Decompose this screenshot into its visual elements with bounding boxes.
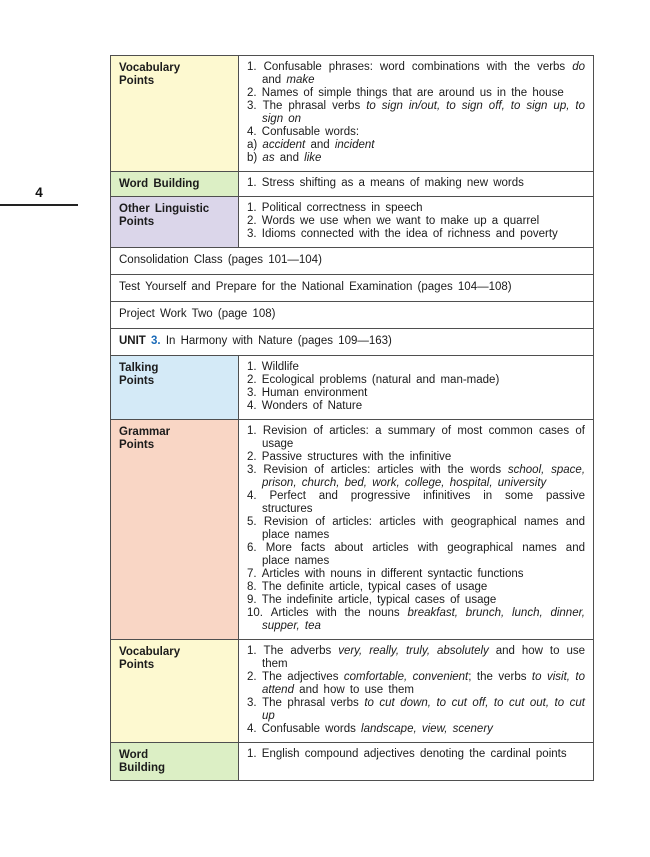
term-italic: like [304,152,322,164]
category-label [111,172,239,197]
content-item [247,568,585,581]
category-label-line: Grammar [119,426,171,438]
content-item [247,361,585,374]
category-label [111,420,239,640]
item-marker: 3. [247,464,264,476]
content-item [247,451,585,464]
item-marker: 4. [247,723,262,735]
item-marker: 9. [247,594,262,606]
category-label-line: Building [119,762,165,774]
item-marker: 4. [247,126,262,138]
term-italic: do [572,61,585,73]
item-marker: 1. [247,748,262,760]
row-unit-heading [111,329,594,356]
text-segment: ; the verbs [468,671,532,683]
text-segment: Revision of articles: articles with geographical names and place names [262,516,585,541]
content-item [247,542,585,568]
row-other-linguistic-points [111,197,594,248]
content-item [247,607,585,633]
category-label [111,56,239,172]
item-marker: 1. [247,645,264,657]
unit-number: 3. [151,335,161,347]
item-marker: 4. [247,490,270,502]
text-segment: The indefinite article, typical cases of usage [261,594,497,606]
text-segment: Confusable phrases: word combinations with the verbs [263,61,573,73]
text-segment: Consolidation Class (pages 101—104) [119,254,322,266]
content-item [247,581,585,594]
row-word-building [111,172,594,197]
item-marker: 1. [247,61,264,73]
item-marker: 5. [247,516,264,528]
contents-table [110,55,594,781]
text-segment: Revision of articles: articles with the words [263,464,508,476]
content-item [247,400,585,413]
text-segment: Revision of articles: a summary of most common cases of usage [262,425,585,450]
category-label [111,356,239,420]
text-segment: Idioms connected with the idea of richness and poverty [261,228,558,240]
item-marker: 1. [247,177,262,189]
content-item [247,126,585,139]
row-vocabulary-points [111,56,594,172]
content-item [247,215,585,228]
page-number-rule [0,204,78,206]
category-label-line: Word Building [119,178,200,190]
item-marker: 3. [247,100,263,112]
content-item [247,202,585,215]
term-italic: very, really, truly, absolutely [338,645,489,657]
item-marker: b) [247,152,263,164]
content-item [247,425,585,451]
category-content [239,197,594,248]
row-grammar-points [111,420,594,640]
term-italic: incident [334,139,375,151]
text-segment: Confusable words: [261,126,360,138]
item-marker: 6. [247,542,266,554]
row-section [111,302,594,329]
text-segment: The adverbs [263,645,339,657]
section-text [111,275,594,302]
category-label-line: Points [119,659,155,671]
category-content [239,743,594,781]
text-segment: Articles with nouns in different syntactic functions [261,568,524,580]
text-segment: and how to use them [262,645,585,670]
item-marker: 3. [247,697,263,709]
term-italic: landscape, view, scenery [361,723,493,735]
item-marker: 2. [247,215,262,227]
text-segment: Confusable words [261,723,362,735]
item-marker: 1. [247,425,263,437]
term-italic: school, space, prison, church, bed, work, college, hospital, university [262,464,586,489]
content-item [247,516,585,542]
section-text [111,302,594,329]
unit-heading-text [111,329,594,356]
category-label-line: Points [119,75,155,87]
content-item [247,748,585,761]
text-segment: Ecological problems (natural and man-made) [261,374,500,386]
category-label-line: Other Linguistic [119,203,210,215]
term-italic: make [286,74,315,86]
category-content [239,420,594,640]
content-item [247,228,585,241]
text-segment: Names of simple things that are around us in the house [261,87,564,99]
category-label-line: Vocabulary [119,646,181,658]
row-section [111,248,594,275]
text-segment: English compound adjectives denoting the cardinal points [261,748,567,760]
content-item [247,374,585,387]
term-italic: to visit, to attend [262,671,585,696]
item-marker: a) [247,139,263,151]
term-italic: breakfast, brunch, lunch, dinner, supper, tea [262,607,585,632]
term-italic: to cut down, to cut off, to cut out, to cut up [262,697,585,722]
text-segment: Stress shifting as a means of making new words [261,177,524,189]
content-item [247,464,585,490]
text-segment: The phrasal verbs [262,697,365,709]
content-item [247,61,585,87]
text-segment: and how to use them [293,684,414,696]
text-segment: and [262,74,287,86]
text-segment: Wildlife [261,361,299,373]
category-label [111,197,239,248]
item-marker: 8. [247,581,262,593]
category-label-line: Points [119,375,155,387]
row-section [111,275,594,302]
content-item [247,594,585,607]
text-segment: Project Work Two (page 108) [119,308,276,320]
text-segment: Political correctness in speech [261,202,423,214]
text-segment: The phrasal verbs [262,100,367,112]
item-marker: 1. [247,361,262,373]
text-segment: and [274,152,305,164]
text-segment: Perfect and progressive infinitives in some passive structures [262,490,585,515]
item-marker: 2. [247,451,262,463]
text-segment: Test Yourself and Prepare for the National Examination (pages 104—108) [119,281,512,293]
item-marker: 4. [247,400,262,412]
row-vocabulary-points [111,640,594,743]
term-italic: comfortable, convenient [343,671,469,683]
category-content [239,172,594,197]
content-item [247,723,585,736]
content-item [247,87,585,100]
category-label-line: Points [119,439,155,451]
item-marker: 2. [247,374,262,386]
content-item [247,100,585,126]
content-item [247,139,585,152]
item-marker: 2. [247,671,263,683]
term-italic: accident [262,139,306,151]
text-segment: The adjectives [262,671,344,683]
text-segment: UNIT [119,335,152,347]
item-marker: 3. [247,387,262,399]
row-word-building [111,743,594,781]
item-marker: 3. [247,228,262,240]
category-label-line: Word [119,749,149,761]
category-label [111,640,239,743]
text-segment: Human environment [261,387,368,399]
term-italic: to sign in/out, to sign off, to sign up, to sign on [262,100,585,125]
text-segment: In Harmony with Nature (pages 109—163) [160,335,392,347]
category-content [239,56,594,172]
category-label-line: Talking [119,362,159,374]
content-item [247,177,585,190]
page-number: 4 [35,185,43,200]
text-segment: More facts about articles with geographical names and place names [262,542,585,567]
content-item [247,387,585,400]
category-label-line: Points [119,216,155,228]
item-marker: 2. [247,87,262,99]
content-item [247,671,585,697]
item-marker: 7. [247,568,262,580]
contents-table-body [111,56,594,781]
text-segment: Passive structures with the infinitive [261,451,452,463]
item-marker: 1. [247,202,262,214]
category-label [111,743,239,781]
text-segment: Words we use when we want to make up a quarrel [261,215,540,227]
category-content [239,356,594,420]
category-label-line: Vocabulary [119,62,181,74]
text-segment: Articles with the nouns [270,607,408,619]
section-text [111,248,594,275]
content-item [247,697,585,723]
item-marker: 10. [247,607,271,619]
category-content [239,640,594,743]
term-italic: as [262,152,275,164]
text-segment: Wonders of Nature [261,400,363,412]
text-segment: The definite article, typical cases of usage [261,581,488,593]
text-segment: and [305,139,335,151]
content-item [247,645,585,671]
content-item [247,152,585,165]
content-item [247,490,585,516]
row-talking-points [111,356,594,420]
